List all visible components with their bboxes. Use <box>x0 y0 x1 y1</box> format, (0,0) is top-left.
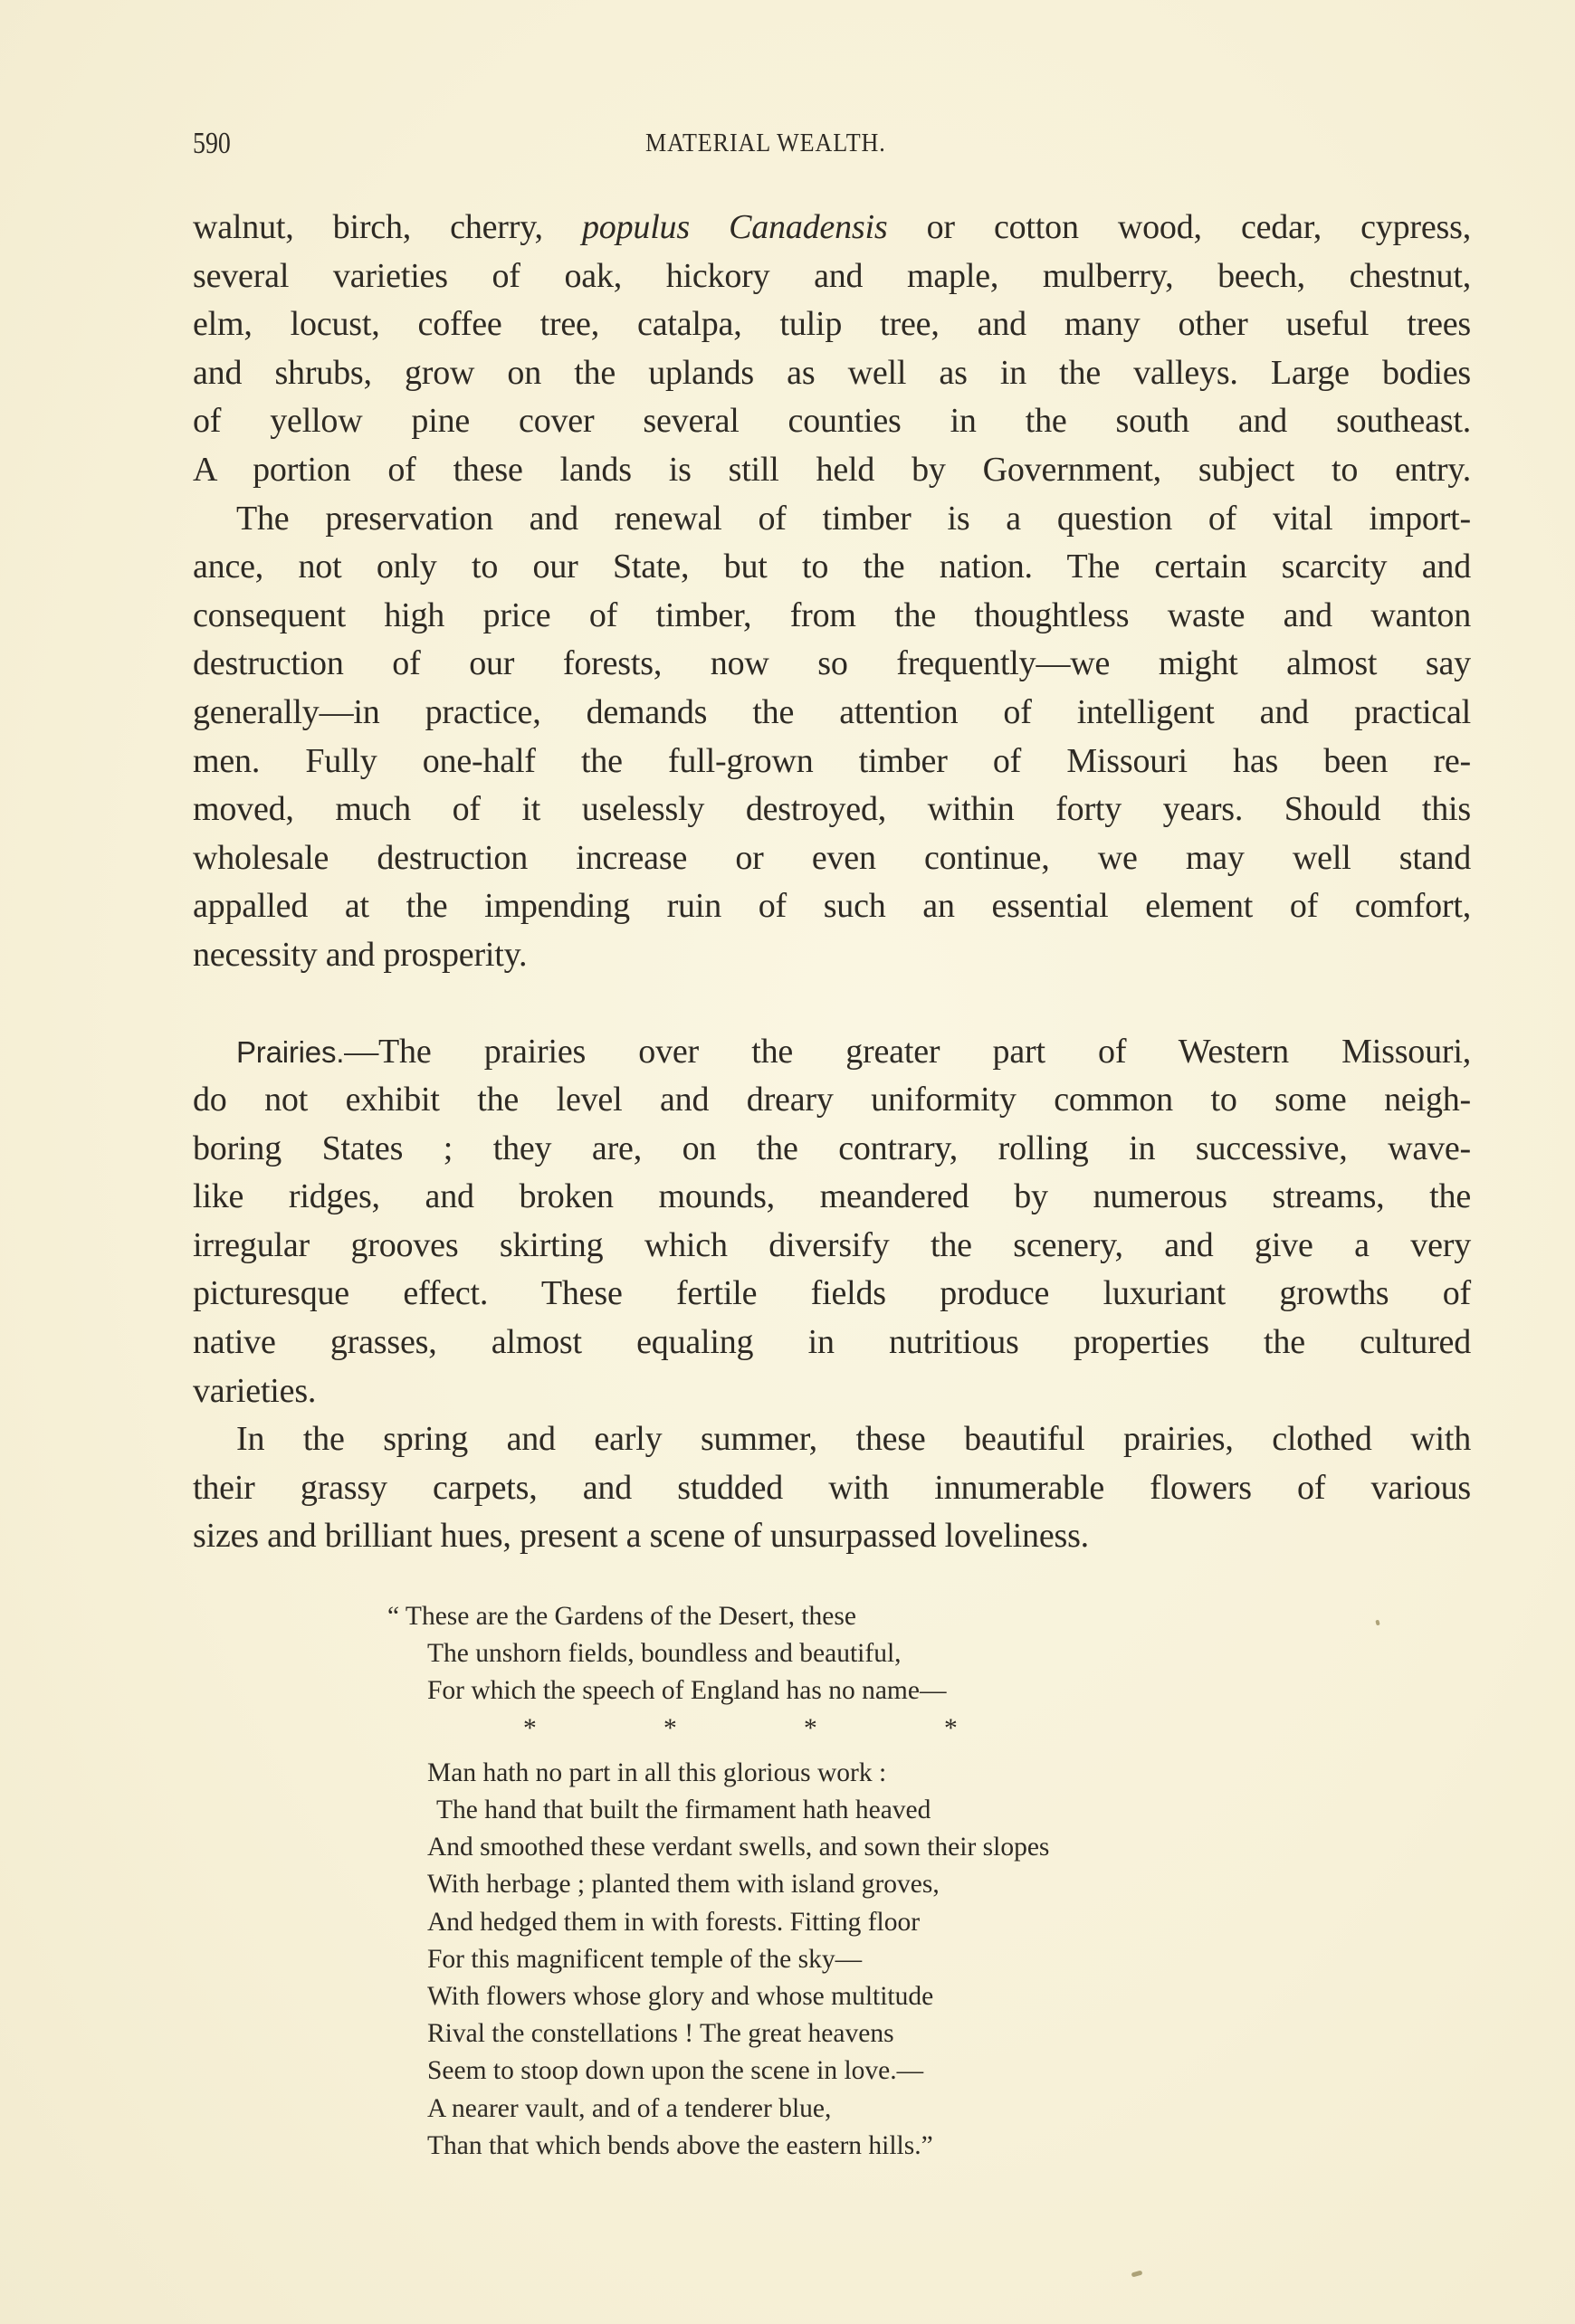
poem-quotation <box>387 1598 1293 2165</box>
paragraph-timber <box>193 495 1471 980</box>
text-line: consequent high price of timber, from the thoughtless waste and wanton <box>193 595 1471 634</box>
text-line: destruction of our forests, now so frequently—we might almost say <box>193 644 1471 683</box>
asterisk: * <box>944 1713 958 1743</box>
text-line: like ridges, and broken mounds, meandered by numerous streams, the <box>193 1177 1471 1216</box>
text-line: irregular grooves skirting which diversify the scenery, and give a very <box>193 1225 1471 1264</box>
section-heading-prairies: Prairies. <box>236 1034 345 1069</box>
asterisk: * <box>663 1713 677 1743</box>
poem-line: With flowers whose glory and whose multitude <box>427 1982 934 2012</box>
text-line: and shrubs, grow on the uplands as well as in the valleys. Large bodies <box>193 353 1471 392</box>
poem-line: Than that which bends above the eastern hills.” <box>427 2130 933 2160</box>
text-line: In the spring and early summer, these beautiful prairies, clothed with <box>236 1420 1471 1459</box>
text-line: appalled at the impending ruin of such an essential element of comfort, <box>193 887 1471 926</box>
poem-line: For which the speech of England has no name— <box>427 1676 947 1706</box>
text-line: Prairies.—The prairies over the greater part of Western Missouri, <box>236 1032 1471 1071</box>
poem-line: Man hath no part in all this glorious work : <box>427 1757 887 1787</box>
poem-line: And hedged them in with forests. Fitting floor <box>427 1907 921 1937</box>
text-line: sizes and brilliant hues, present a scene of unsurpassed loveliness. <box>193 1517 1089 1556</box>
text-line: do not exhibit the level and dreary uniformity common to some neigh- <box>193 1081 1471 1119</box>
text-line: picturesque effect. These fertile fields produce luxuriant growths of <box>193 1274 1471 1313</box>
poem-line: And smoothed these verdant swells, and sown their slopes <box>427 1833 1050 1862</box>
poem-line: For this magnificent temple of the sky— <box>427 1944 863 1974</box>
text-line: native grasses, almost equaling in nutritious properties the cultured <box>193 1323 1471 1362</box>
poem-ellipsis-separator <box>387 1710 1293 1748</box>
poem-line: Seem to stoop down upon the scene in love.— <box>427 2056 924 2086</box>
poem-line: Rival the constellations ! The great heavens <box>427 2019 894 2049</box>
text-line: boring States ; they are, on the contrary, rolling in successive, wave- <box>193 1129 1471 1167</box>
text-line: A portion of these lands is still held by Government, subject to entry. <box>193 450 1471 489</box>
page-number: 590 <box>193 127 231 160</box>
asterisk: * <box>523 1713 537 1743</box>
text-line: walnut, birch, cherry, populus Canadensis or cotton wood, cedar, cypress, <box>193 208 1472 246</box>
poem-line: The hand that built the firmament hath heaved <box>436 1795 931 1825</box>
text-line: their grassy carpets, and studded with innumerable flowers of various <box>193 1468 1471 1507</box>
text-line: The preservation and renewal of timber is a question of vital import- <box>236 499 1471 538</box>
text-line: of yellow pine cover several counties in the south and southeast. <box>193 402 1471 441</box>
body-text <box>193 204 1471 1561</box>
poem-line: “ These are the Gardens of the Desert, these <box>387 1602 856 1631</box>
text-line: wholesale destruction increase or even continue, we may well stand <box>193 838 1471 877</box>
text-line: varieties. <box>193 1371 317 1410</box>
italic-species-name: populus Canadensis <box>582 208 888 246</box>
poem-line: The unshorn fields, boundless and beautiful, <box>427 1639 902 1669</box>
page-header <box>193 127 1469 172</box>
paragraph-trees <box>193 204 1471 495</box>
poem-line: With herbage ; planted them with island groves, <box>427 1870 940 1900</box>
text-line: men. Fully one-half the full-grown timber of Missouri has been re- <box>193 741 1471 780</box>
paragraph-spring <box>193 1415 1471 1561</box>
paragraph-prairies <box>193 1028 1471 1416</box>
text-line: moved, much of it uselessly destroyed, within forty years. Should this <box>193 790 1471 829</box>
text-line: necessity and prosperity. <box>193 935 528 974</box>
paper-speck <box>1131 2271 1143 2278</box>
asterisk: * <box>804 1713 817 1743</box>
paper-speck <box>1375 1620 1379 1626</box>
text-line: elm, locust, coffee tree, catalpa, tulip tree, and many other useful trees <box>193 305 1471 344</box>
text-line: several varieties of oak, hickory and maple, mulberry, beech, chestnut, <box>193 256 1471 295</box>
text-line: ance, not only to our State, but to the nation. The certain scarcity and <box>193 548 1471 586</box>
text-line: generally—in practice, demands the attention of intelligent and practical <box>193 692 1471 731</box>
poem-line: A nearer vault, and of a tenderer blue, <box>427 2093 832 2123</box>
running-head: MATERIAL WEALTH. <box>645 129 886 157</box>
